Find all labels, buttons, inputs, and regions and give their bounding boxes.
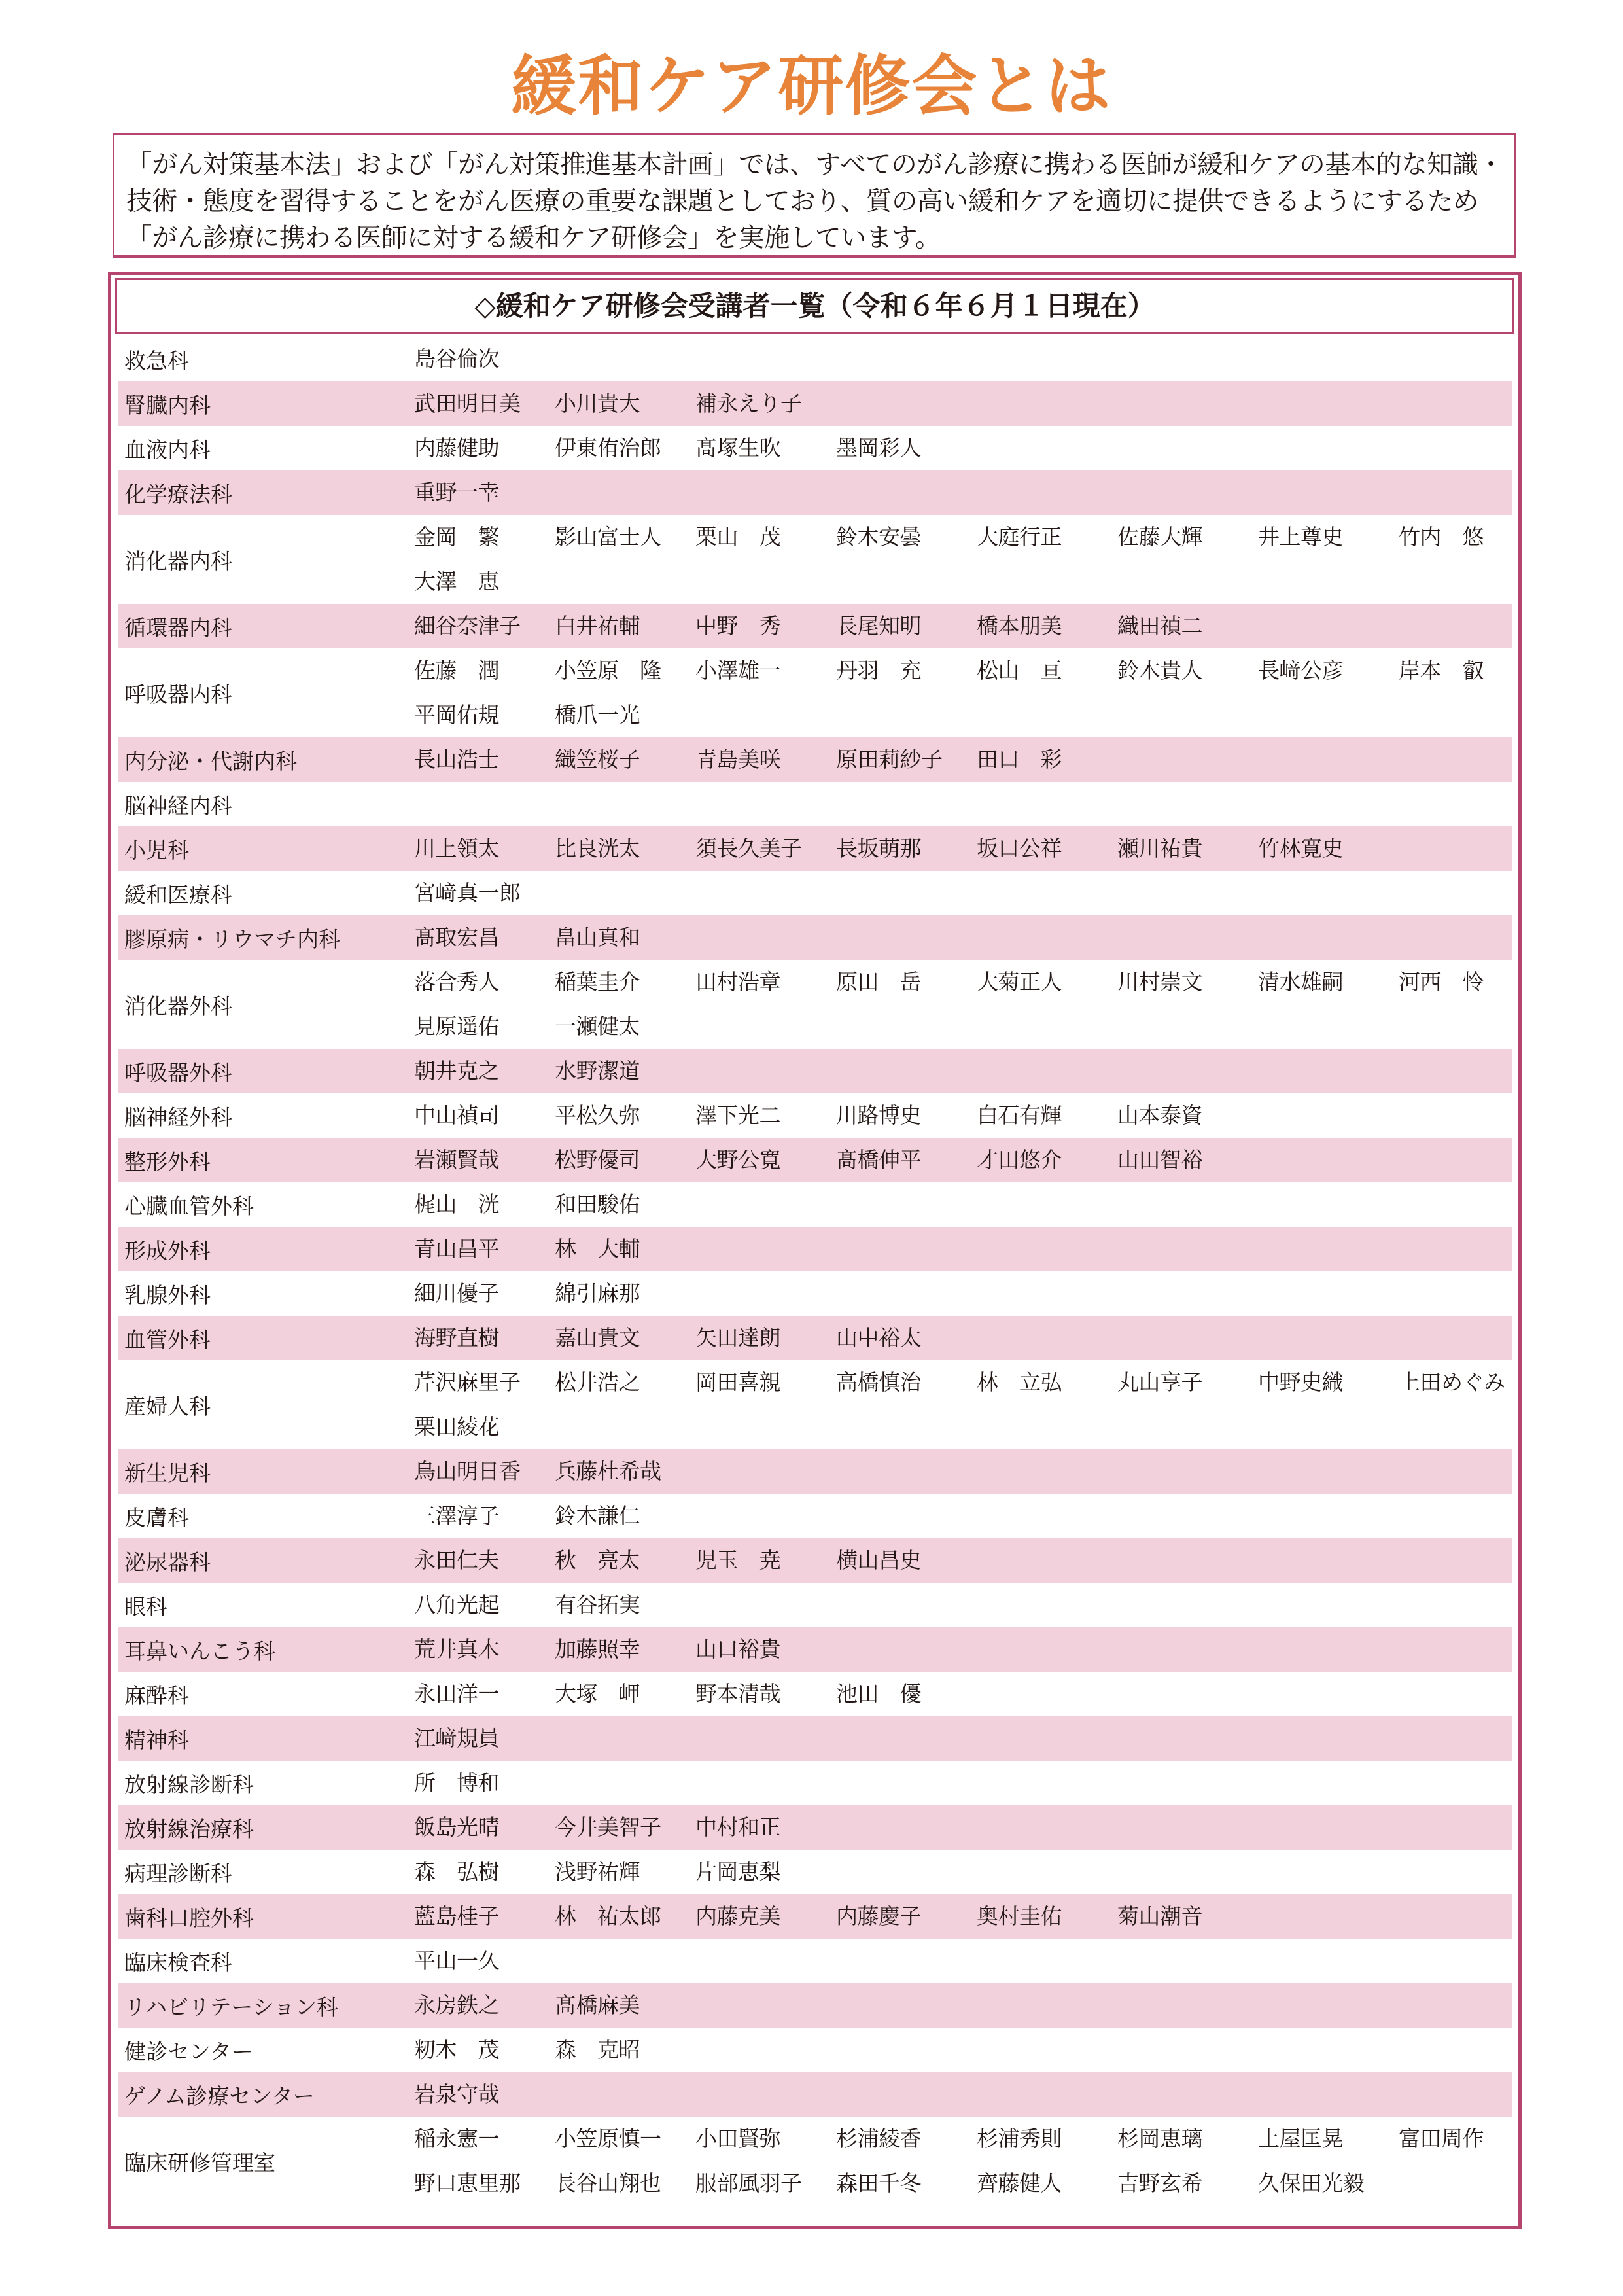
table-row xyxy=(118,1538,1512,1583)
table-row xyxy=(118,1894,1512,1939)
attendee-name: 山田智裕 xyxy=(1117,1147,1202,1173)
department-name: 消化器外科 xyxy=(124,993,232,1019)
intro-text: 「がん対策基本法」および「がん対策推進基本計画」では、すべてのがん診療に携わる医師が緩和ケアの基本的な知識・技術・態度を習得することをがん医療の重要な課題としており、質の高い緩和ケアを適切に提供できるようにするため「がん診療に携わる医師に対する緩和ケア研修会」を実施しています。 xyxy=(126,150,1504,253)
attendee-name: 山口裕貴 xyxy=(695,1636,780,1662)
table-row xyxy=(118,470,1512,515)
attendee-name: 松井浩之 xyxy=(555,1369,640,1395)
attendee-name: 原田莉紗子 xyxy=(836,747,943,772)
attendee-name: 川村崇文 xyxy=(1117,969,1202,995)
attendee-name: 森 弘樹 xyxy=(414,1859,499,1884)
attendee-name: 兵藤杜希哉 xyxy=(555,1458,661,1484)
department-name: 循環器内科 xyxy=(124,614,232,641)
attendee-name: 岩瀬賢哉 xyxy=(414,1147,499,1173)
department-name: 新生児科 xyxy=(124,1460,211,1486)
department-name: 麻酔科 xyxy=(124,1682,189,1708)
table-row xyxy=(118,1716,1512,1761)
attendee-name: 大塚 岬 xyxy=(555,1681,640,1706)
attendee-name: 奥村圭佑 xyxy=(977,1903,1062,1929)
department-name: 救急科 xyxy=(124,347,189,374)
attendee-name: 宮﨑真一郎 xyxy=(414,880,521,906)
attendee-name: 竹内 悠 xyxy=(1399,524,1484,550)
table-row xyxy=(118,871,1512,915)
table-row xyxy=(118,1983,1512,2028)
table-row xyxy=(118,426,1512,470)
attendee-name: 今井美智子 xyxy=(555,1814,661,1840)
department-name: 臨床検査科 xyxy=(124,1949,232,1975)
attendee-name: 橋本朋美 xyxy=(977,613,1062,639)
attendee-name: 平山一久 xyxy=(414,1948,499,1973)
attendee-name: 田村浩章 xyxy=(695,969,780,995)
department-name: 化学療法科 xyxy=(124,481,232,507)
attendee-name: 鈴木安曇 xyxy=(836,524,921,550)
attendee-name: 所 博和 xyxy=(414,1770,499,1795)
department-name: 呼吸器内科 xyxy=(124,681,232,707)
attendee-name: 富田周作 xyxy=(1399,2126,1484,2151)
attendee-name: 鳥山明日香 xyxy=(414,1458,521,1484)
attendee-name: 白井祐輔 xyxy=(555,613,640,639)
attendee-name: 影山富士人 xyxy=(555,524,661,550)
attendee-name: 三澤淳子 xyxy=(414,1503,499,1528)
attendee-name: 高橋慎治 xyxy=(836,1369,921,1395)
table-row xyxy=(118,2072,1512,2117)
attendee-name: 嘉山貴文 xyxy=(555,1325,640,1351)
attendee-name: 竹林寛史 xyxy=(1258,836,1343,861)
attendee-name: 杉浦秀則 xyxy=(977,2126,1062,2151)
department-name: 乳腺外科 xyxy=(124,1282,211,1308)
attendee-name: 和田駿佑 xyxy=(555,1192,640,1217)
attendee-name: 坂口公祥 xyxy=(977,836,1062,861)
attendee-name: 平岡佑規 xyxy=(414,702,499,728)
attendee-name: 内藤克美 xyxy=(695,1903,780,1929)
attendee-name: 栗田綾花 xyxy=(414,1414,499,1439)
attendee-name: 八角光起 xyxy=(414,1592,499,1617)
attendee-name: 永田仁夫 xyxy=(414,1547,499,1573)
attendee-name: 内藤健助 xyxy=(414,435,499,461)
attendee-name: 中野 秀 xyxy=(695,613,780,639)
table-row xyxy=(118,1850,1512,1894)
attendee-name: 田口 彩 xyxy=(977,747,1062,772)
attendee-name: 朝井克之 xyxy=(414,1058,499,1084)
attendee-name: 栗山 茂 xyxy=(695,524,780,550)
department-name: 緩和医療科 xyxy=(124,881,232,908)
attendee-name: 杉浦綾香 xyxy=(836,2126,921,2151)
department-name: 産婦人科 xyxy=(124,1393,211,1419)
table-row xyxy=(118,1583,1512,1627)
attendee-name: 小笠原 隆 xyxy=(555,658,661,683)
attendee-name: 梶山 洸 xyxy=(414,1192,499,1217)
attendee-name: 森田千冬 xyxy=(836,2170,921,2196)
attendee-name: 髙塚生吹 xyxy=(695,435,780,461)
attendee-name: 土屋匡晃 xyxy=(1258,2126,1343,2151)
attendee-name: 児玉 尭 xyxy=(695,1547,780,1573)
attendee-name: 林 大輔 xyxy=(555,1236,640,1262)
attendee-name: 矢田達朗 xyxy=(695,1325,780,1351)
attendee-name: 橋爪一光 xyxy=(555,702,640,728)
list-title: ◇緩和ケア研修会受講者一覧（令和６年６月１日現在） xyxy=(115,278,1514,334)
department-name: 眼科 xyxy=(124,1593,167,1619)
table-row xyxy=(118,1805,1512,1850)
attendee-name: 佐藤大輝 xyxy=(1117,524,1202,550)
attendee-name: 一瀬健太 xyxy=(555,1014,640,1039)
table-row xyxy=(118,337,1512,381)
attendee-name: 片岡恵梨 xyxy=(695,1859,780,1884)
attendee-name: 比良洸太 xyxy=(555,836,640,861)
department-name: 内分泌・代謝内科 xyxy=(124,748,297,774)
attendee-name: 鈴木貴人 xyxy=(1117,658,1202,683)
attendee-name: 織笠桜子 xyxy=(555,747,640,772)
attendee-name: 稲永憲一 xyxy=(414,2126,499,2151)
attendee-name: 籾木 茂 xyxy=(414,2037,499,2062)
table-row xyxy=(118,515,1512,604)
department-name: 心臓血管外科 xyxy=(124,1193,254,1219)
department-name: 脳神経内科 xyxy=(124,792,232,819)
attendee-name: 鈴木謙仁 xyxy=(555,1503,640,1528)
department-name: 脳神経外科 xyxy=(124,1104,232,1130)
attendee-name: 墨岡彩人 xyxy=(836,435,921,461)
attendee-name: 澤下光二 xyxy=(695,1103,780,1128)
table-row xyxy=(118,960,1512,1049)
attendee-name: 加藤照幸 xyxy=(555,1636,640,1662)
attendee-name: 池田 優 xyxy=(836,1681,921,1706)
attendee-name: 佐藤 潤 xyxy=(414,658,499,683)
table-row xyxy=(118,737,1512,782)
attendee-name: 水野潔道 xyxy=(555,1058,640,1084)
department-name: 膠原病・リウマチ内科 xyxy=(124,926,340,952)
department-name: 精神科 xyxy=(124,1727,189,1753)
attendee-name: 岡田喜親 xyxy=(695,1369,780,1395)
attendee-name: 横山昌史 xyxy=(836,1547,921,1573)
department-name: 放射線診断科 xyxy=(124,1771,254,1797)
attendee-name: 清水雄嗣 xyxy=(1258,969,1343,995)
attendee-name: 畠山真和 xyxy=(555,925,640,950)
table-row xyxy=(118,1049,1512,1093)
attendee-name: 稲葉圭介 xyxy=(555,969,640,995)
attendee-name: 中村和正 xyxy=(695,1814,780,1840)
attendee-name: 山中裕太 xyxy=(836,1325,921,1351)
attendee-name: 伊東侑治郎 xyxy=(555,435,661,461)
attendee-name: 岩泉守哉 xyxy=(414,2081,499,2107)
attendee-name: 武田明日美 xyxy=(414,391,521,416)
department-name: 歯科口腔外科 xyxy=(124,1905,254,1931)
department-name: ゲノム診療センター xyxy=(124,2083,315,2109)
attendee-name: 青島美咲 xyxy=(695,747,780,772)
attendee-name: 岸本 叡 xyxy=(1399,658,1484,683)
attendee-name: 長坂萌那 xyxy=(836,836,921,861)
attendee-name: 須長久美子 xyxy=(695,836,802,861)
table-row xyxy=(118,1627,1512,1672)
attendee-name: 金岡 繁 xyxy=(414,524,499,550)
attendee-name: 瀬川祐貴 xyxy=(1117,836,1202,861)
attendee-name: 有谷拓実 xyxy=(555,1592,640,1617)
attendee-name: 補永えり子 xyxy=(695,391,802,416)
table-row xyxy=(118,1672,1512,1716)
department-name: 臨床研修管理室 xyxy=(124,2149,275,2176)
page-title: 緩和ケア研修会とは xyxy=(511,48,1112,124)
department-name: 呼吸器外科 xyxy=(124,1059,232,1086)
attendee-name: 江﨑規員 xyxy=(414,1725,499,1751)
attendee-name: 内藤慶子 xyxy=(836,1903,921,1929)
attendee-name: 荒井真木 xyxy=(414,1636,499,1662)
table-row xyxy=(118,604,1512,648)
attendee-name: 久保田光毅 xyxy=(1258,2170,1365,2196)
attendee-name: 吉野玄希 xyxy=(1117,2170,1202,2196)
attendee-name: 髙取宏昌 xyxy=(414,925,499,950)
department-rows xyxy=(118,337,1512,2206)
table-row xyxy=(118,1939,1512,1983)
attendee-name: 上田めぐみ xyxy=(1399,1369,1505,1395)
attendee-name: 菊山潮音 xyxy=(1117,1903,1202,1929)
table-row xyxy=(118,1360,1512,1449)
attendee-name: 原田 岳 xyxy=(836,969,921,995)
attendee-name: 才田悠介 xyxy=(977,1147,1062,1173)
attendee-name: 島谷倫次 xyxy=(414,346,499,372)
table-row xyxy=(118,1138,1512,1182)
attendee-name: 浅野祐輝 xyxy=(555,1859,640,1884)
table-row xyxy=(118,1093,1512,1138)
attendee-name: 林 祐太郎 xyxy=(555,1903,661,1929)
table-row xyxy=(118,648,1512,737)
table-row xyxy=(118,1494,1512,1538)
attendee-name: 大野公寛 xyxy=(695,1147,780,1173)
department-name: 小児科 xyxy=(124,837,189,863)
attendee-name: 小澤雄一 xyxy=(695,658,780,683)
attendee-name: 織田禎二 xyxy=(1117,613,1202,639)
table-row xyxy=(118,381,1512,426)
attendee-name: 小笠原慎一 xyxy=(555,2126,661,2151)
department-name: 耳鼻いんこう科 xyxy=(124,1638,275,1664)
table-row xyxy=(118,1761,1512,1805)
attendee-name: 松山 亘 xyxy=(977,658,1062,683)
attendee-name: 長山浩士 xyxy=(414,747,499,772)
attendee-name: 芹沢麻里子 xyxy=(414,1369,521,1395)
attendee-name: 細谷奈津子 xyxy=(414,613,521,639)
attendee-name: 平松久弥 xyxy=(555,1103,640,1128)
attendee-name: 重野一幸 xyxy=(414,480,499,505)
table-row xyxy=(118,2028,1512,2072)
attendee-name: 永田洋一 xyxy=(414,1681,499,1706)
attendee-name: 服部風羽子 xyxy=(695,2170,802,2196)
attendee-list xyxy=(108,272,1522,2229)
attendee-name: 野口恵里那 xyxy=(414,2170,521,2196)
attendee-name: 長﨑公彦 xyxy=(1258,658,1343,683)
attendee-name: 髙橋麻美 xyxy=(555,1992,640,2018)
table-row xyxy=(118,1182,1512,1227)
attendee-name: 白石有輝 xyxy=(977,1103,1062,1128)
attendee-name: 青山昌平 xyxy=(414,1236,499,1262)
attendee-name: 藍島桂子 xyxy=(414,1903,499,1929)
attendee-name: 齊藤健人 xyxy=(977,2170,1062,2196)
department-name: 血管外科 xyxy=(124,1326,211,1352)
attendee-name: 秋 亮太 xyxy=(555,1547,640,1573)
attendee-name: 小川貴大 xyxy=(555,391,640,416)
attendee-name: 井上尊史 xyxy=(1258,524,1343,550)
attendee-name: 林 立弘 xyxy=(977,1369,1062,1395)
table-row xyxy=(118,1227,1512,1271)
attendee-name: 大菊正人 xyxy=(977,969,1062,995)
attendee-name: 長尾知明 xyxy=(836,613,921,639)
department-name: 腎臓内科 xyxy=(124,392,211,418)
attendee-name: 森 克昭 xyxy=(555,2037,640,2062)
intro-box xyxy=(113,133,1516,258)
attendee-name: 山本泰資 xyxy=(1117,1103,1202,1128)
department-name: 整形外科 xyxy=(124,1148,211,1174)
attendee-name: 松野優司 xyxy=(555,1147,640,1173)
attendee-name: 野本清哉 xyxy=(695,1681,780,1706)
attendee-name: 川上領太 xyxy=(414,836,499,861)
attendee-name: 綿引麻那 xyxy=(555,1280,640,1306)
attendee-name: 細川優子 xyxy=(414,1280,499,1306)
department-name: 病理診断科 xyxy=(124,1860,232,1886)
department-name: 泌尿器科 xyxy=(124,1549,211,1575)
department-name: リハビリテーション科 xyxy=(124,1994,339,2020)
attendee-name: 中野史織 xyxy=(1258,1369,1343,1395)
department-name: 形成外科 xyxy=(124,1237,211,1263)
attendee-name: 大澤 恵 xyxy=(414,569,499,594)
attendee-name: 髙橋伸平 xyxy=(836,1147,921,1173)
department-name: 血液内科 xyxy=(124,436,211,463)
attendee-name: 海野直樹 xyxy=(414,1325,499,1351)
table-row xyxy=(118,782,1512,826)
table-row xyxy=(118,826,1512,871)
attendee-name: 川路博史 xyxy=(836,1103,921,1128)
department-name: 放射線治療科 xyxy=(124,1816,254,1842)
attendee-name: 中山禎司 xyxy=(414,1103,499,1128)
attendee-name: 河西 怜 xyxy=(1399,969,1484,995)
attendee-name: 杉岡恵璃 xyxy=(1117,2126,1202,2151)
attendee-name: 永房鉄之 xyxy=(414,1992,499,2018)
table-row xyxy=(118,915,1512,960)
attendee-name: 丸山享子 xyxy=(1117,1369,1202,1395)
attendee-name: 落合秀人 xyxy=(414,969,499,995)
attendee-name: 飯島光晴 xyxy=(414,1814,499,1840)
attendee-name: 丹羽 充 xyxy=(836,658,921,683)
attendee-name: 小田賢弥 xyxy=(695,2126,780,2151)
department-name: 皮膚科 xyxy=(124,1504,189,1530)
attendee-name: 長谷山翔也 xyxy=(555,2170,661,2196)
table-row xyxy=(118,1271,1512,1316)
table-row xyxy=(118,2117,1512,2206)
table-row xyxy=(118,1449,1512,1494)
department-name: 健診センター xyxy=(124,2038,253,2064)
table-row xyxy=(118,1316,1512,1360)
attendee-name: 大庭行正 xyxy=(977,524,1062,550)
attendee-name: 見原遥佑 xyxy=(414,1014,499,1039)
department-name: 消化器内科 xyxy=(124,548,232,574)
